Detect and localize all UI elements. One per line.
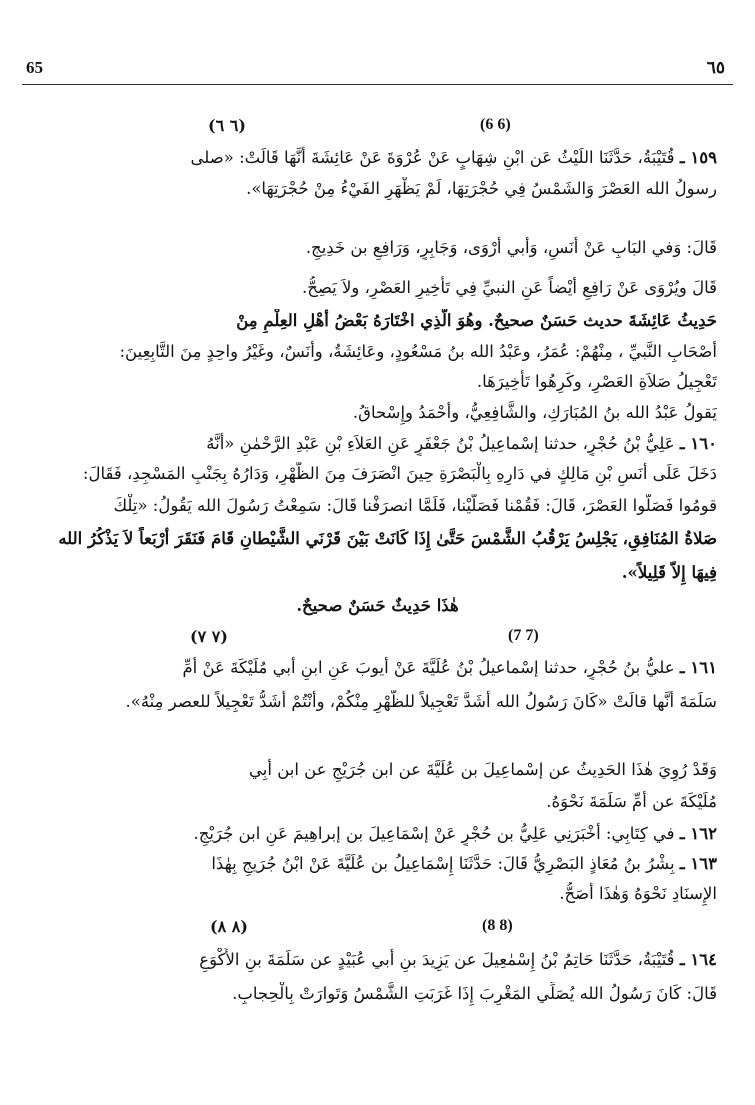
hadith-159-line-7: تَعْجِيلُ صَلاَةِ العَصْرِ، وكَرِهُوا تَأْخِيرَهَا. xyxy=(476,372,717,391)
hadith-159-line-1: ١٥٩ ـ قُتَيْبَةُ، حَدَّثَنَا اللَيْثُ عَن ابْنِ شِهَابٍ عَنْ عُرْوَةَ عَنْ عَائِشَةَ أَنَّهَا قَالَتْ: «صلى xyxy=(190,148,717,167)
section-heading-latin: (6 6) xyxy=(480,116,511,133)
hadith-159-line-5: حَدِيثُ عَائِشَةَ حديث حَسَنٌ صحيحٌ. وهُوَ الَّذِي اخْتَارَهُ بَعْضُ أَهْلِ العِلْمِ مِنْ xyxy=(236,311,717,330)
page-number-latin: 65 xyxy=(26,58,43,77)
hadith-number: ١٦٤ ـ xyxy=(679,950,717,969)
hadith-162-line-1: ١٦٢ ـ في كِتَابِي: أَخْبَرَنِي عَلِيُّ بن حُجْرٍ عَنْ إسْمَاعِيلَ بن إبراهِيمَ عَنِ ابن جُرَيْجٍ. xyxy=(193,824,717,843)
hadith-164-line-1: ١٦٤ ـ قُتَيْبَةُ، حَدَّثَنَا حَاتِمُ بْنُ إِسْمٰعِيلَ عن يَزِيدَ بنِ أبي عُبَيْدٍ عن سَلَمَةَ بنِ الأَكْوَعِ xyxy=(199,950,717,969)
hadith-159-line-2: رسولُ الله العَصْرَ وَالشَمْسُ فِي حُجْرَتِهَا، لَمْ يَظْهَرِ الفَيْءُ مِنْ حُجْرَتِهَا». xyxy=(246,179,717,198)
hadith-163-line-2: الإِسنَادِ نَحْوَهُ وَهٰذَا أَصَحُّ. xyxy=(559,884,717,903)
header-divider xyxy=(22,84,733,85)
hadith-160-line-4: صَلاةُ المُنَافِقِ، يَجْلِسُ يَرْقُبُ الشَّمْسَ حَتَّىٰ إِذَا كَانَتْ بَيْنَ قَرْنَي الشَّيْطانِ قَامَ فَنَقَرَ أَرْبَعاً لاَ يَذْكُرُ الله xyxy=(58,529,717,548)
section-heading-arabic: (٨ ٨) xyxy=(210,917,248,936)
hadith-160-line-1: ١٦٠ ـ عَلِيُّ بْنُ حُجْرٍ، حدثنا إسْماعِيلُ بْنُ جَعْفَرٍ عَنِ العَلاَءِ بْنِ عَبْدِ الرَّحْمٰنِ «أَنَّهُ xyxy=(206,434,717,453)
hadith-159-line-8: يَقولُ عَبْدُ الله بنُ المُبَارَكِ، والشَّافِعِيُّ، وأَحْمَدُ وإِسْحاقُ. xyxy=(352,403,717,422)
hadith-160-line-2: دَخَلَ عَلَى أَنَسِ بْنِ مَالِكٍ في دَارِهِ بِالْبَصْرَةِ حِينَ انْصَرَفَ مِنَ الظُّهْرِ، وَدَارُهُ بِجَنْبِ المَسْجِدِ، فَقَالَ: xyxy=(82,464,717,483)
hadith-161-line-2: سَلَمَةَ أَنَّها قالَتْ «كَانَ رَسُولُ الله أَشَدَّ تَعْجِيلاً للظُّهْرِ مِنْكُمْ، وأَنْتُمْ أَشَدُّ تَعْجِيلاً للعصر مِنْهُ». xyxy=(125,692,717,711)
hadith-number: ١٦١ ـ xyxy=(679,658,717,677)
hadith-160-line-3: قومُوا فَصَلُّوا العَصْرَ، قَالَ: فَقُمْنا فَصَلَّيْنا، فَلَمَّا انصرَفْنا قَالَ: سَمِعْتُ رَسُولَ الله يَقُولُ: «تِلْكَ xyxy=(113,496,717,515)
hadith-161-line-4: مُلَيْكَةَ عن أُمِّ سَلَمَةَ نَحْوَهُ. xyxy=(546,792,717,811)
hadith-161-line-1: ١٦١ ـ عليُّ بنُ حُجْرٍ، حدثنا إسْماعيلُ بْنُ عُلَيَّةَ عَنْ أيوبَ عَنِ ابنِ أبي مُلَيْكَةَ عَنْ أُمِّ xyxy=(182,658,717,677)
hadith-number: ١٥٩ ـ xyxy=(679,148,717,167)
section-heading-latin: (7 7) xyxy=(508,627,539,644)
hadith-159-line-6: أَصْحَابِ النَّبيِّ ، مِنْهُمْ: عُمَرُ، وعَبْدُ الله بنُ مَسْعُودٍ، وعَائِشَةُ، وأَنَسٌ، وغَيْرُ واحِدٍ مِنَ التَّابِعِينَ: xyxy=(119,342,717,361)
hadith-163-line-1: ١٦٣ ـ بِشْرُ بنُ مُعَاذٍ البَصْرِيُّ قَالَ: حَدَّثَنَا إِسْمَاعِيلُ بن عُلَيَّةَ عَنْ ابْنُ جُرَيجٍ بِهٰذَا xyxy=(211,854,717,873)
hadith-160-grading: هٰذَا حَدِيثٌ حَسَنٌ صحيحٌ. xyxy=(296,596,459,615)
section-heading-arabic: (٧ ٧) xyxy=(190,627,228,646)
page-number-arabic: ٦٥ xyxy=(706,58,725,78)
hadith-number: ١٦٢ ـ xyxy=(679,824,717,843)
hadith-number: ١٦٣ ـ xyxy=(679,854,717,873)
hadith-159-line-4: قَالَ ويُرْوَى عَنْ رَافِعٍ أَيْضاً عَنِ النبيِّ فِي تَأْخِيرِ العَصْرِ، ولاَ يَصِحُّ. xyxy=(301,278,717,297)
section-heading-latin: (8 8) xyxy=(482,917,513,934)
hadith-number: ١٦٠ ـ xyxy=(679,434,717,453)
hadith-159-line-3: قَالَ: وَفي البَابِ عَنْ أَنَسٍ، وَأَبي أَرْوَى، وَجَابِرٍ، وَرَافِعِ بن خَدِيجٍ. xyxy=(305,238,717,257)
hadith-161-line-3: وَقَدْ رُوِيَ هٰذَا الحَدِيثُ عن إسْماعِيلَ بن عُلَيَّةَ عن ابن جُرَيْجٍ عن ابن أَبِي xyxy=(249,760,717,779)
hadith-160-line-5: فِيهَا إِلاَّ قَلِيلاً». xyxy=(621,563,717,582)
section-heading-arabic: (٦ ٦) xyxy=(208,116,246,135)
hadith-164-line-2: قَالَ: كَانَ رَسُولُ الله يُصَلِّي المَغْرِبَ إِذَا غَرَبَتِ الشَّمْسُ وَتَوارَتْ بِالْحِجابِ. xyxy=(232,984,717,1003)
